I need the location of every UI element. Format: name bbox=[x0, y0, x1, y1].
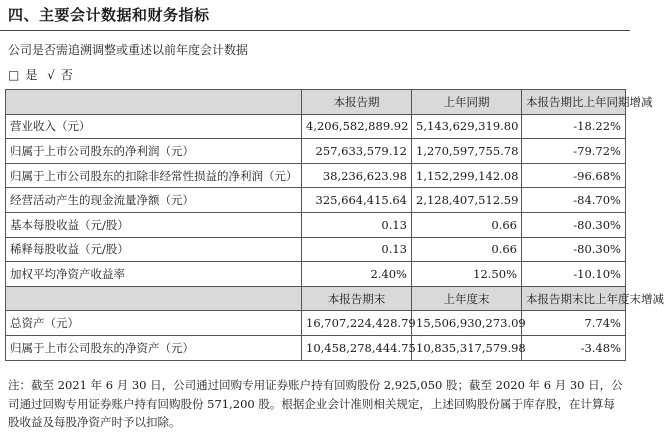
current-period-value: 38,236,623.98 bbox=[302, 163, 412, 188]
current-period-value: 4,206,582,889.92 bbox=[302, 114, 412, 139]
header-cell: 本报告期比上年同期增减 bbox=[522, 90, 626, 115]
table-row bbox=[6, 335, 626, 360]
prior-period-value: 1,270,597,755.78 bbox=[412, 139, 522, 164]
prior-period-value: 1,152,299,142.08 bbox=[412, 163, 522, 188]
footnote: 注：截至 2021 年 6 月 30 日，公司通过回购专用证券账户持有回购股份 2,925,050 股；截至 2020 年 6 月 30 日，公司通过回购专用证券账户持有回购股份 571,200 股。根据企业会计准则相关规定，上述回购股份属于库存股，在计算每股收益及每股净资产时予以扣除。 bbox=[8, 378, 623, 429]
change-percent: -3.48% bbox=[522, 335, 626, 360]
prior-period-value: 0.66 bbox=[412, 212, 522, 237]
check-mark-icon: √ bbox=[47, 68, 55, 82]
restatement-options bbox=[8, 66, 79, 83]
header-cell bbox=[6, 286, 302, 311]
header-cell bbox=[6, 90, 302, 115]
prior-period-value: 12.50% bbox=[412, 262, 522, 287]
period-end-value: 16,707,224,428.79 bbox=[302, 311, 412, 336]
current-period-value: 257,633,579.12 bbox=[302, 139, 412, 164]
option-yes-label: 是 bbox=[25, 68, 38, 82]
row-label: 基本每股收益（元/股） bbox=[6, 212, 302, 237]
header-cell: 上年度末 bbox=[412, 286, 522, 311]
change-percent: -79.72% bbox=[522, 139, 626, 164]
period-end-value: 10,458,278,444.75 bbox=[302, 335, 412, 360]
current-period-value: 0.13 bbox=[302, 237, 412, 262]
row-label: 经营活动产生的现金流量净额（元） bbox=[6, 188, 302, 213]
prior-year-end-value: 15,506,930,273.09 bbox=[412, 311, 522, 336]
table-row bbox=[6, 237, 626, 262]
change-percent: -84.70% bbox=[522, 188, 626, 213]
table-header-row bbox=[6, 90, 626, 115]
row-label: 总资产（元） bbox=[6, 311, 302, 336]
table-row bbox=[6, 188, 626, 213]
section-title: 四、主要会计数据和财务指标 bbox=[8, 6, 210, 24]
change-percent: 7.74% bbox=[522, 311, 626, 336]
change-percent: -96.68% bbox=[522, 163, 626, 188]
prior-period-value: 2,128,407,512.59 bbox=[412, 188, 522, 213]
row-label: 稀释每股收益（元/股） bbox=[6, 237, 302, 262]
table-row bbox=[6, 262, 626, 287]
prior-period-value: 5,143,629,319.80 bbox=[412, 114, 522, 139]
current-period-value: 0.13 bbox=[302, 212, 412, 237]
row-label: 归属于上市公司股东的净资产（元） bbox=[6, 335, 302, 360]
change-percent: -80.30% bbox=[522, 237, 626, 262]
row-label: 营业收入（元） bbox=[6, 114, 302, 139]
financial-indicators-table bbox=[5, 89, 664, 361]
table-row bbox=[6, 139, 626, 164]
header-cell: 本报告期末比上年度末增减 bbox=[522, 286, 626, 311]
change-percent: -80.30% bbox=[522, 212, 626, 237]
prior-year-end-value: 10,835,317,579.98 bbox=[412, 335, 522, 360]
option-no-label: 否 bbox=[60, 68, 73, 82]
table-row bbox=[6, 212, 626, 237]
prior-period-value: 0.66 bbox=[412, 237, 522, 262]
change-percent: -18.22% bbox=[522, 114, 626, 139]
change-percent: -10.10% bbox=[522, 262, 626, 287]
table-row bbox=[6, 114, 626, 139]
row-label: 归属于上市公司股东的扣除非经常性损益的净利润（元） bbox=[6, 163, 302, 188]
title-underline bbox=[0, 30, 630, 31]
table-header-row bbox=[6, 286, 626, 311]
header-cell: 本报告期末 bbox=[302, 286, 412, 311]
row-label: 加权平均净资产收益率 bbox=[6, 262, 302, 287]
row-label: 归属于上市公司股东的净利润（元） bbox=[6, 139, 302, 164]
current-period-value: 2.40% bbox=[302, 262, 412, 287]
table-row bbox=[6, 311, 626, 336]
checkbox-icon[interactable]: □ bbox=[8, 68, 20, 82]
header-cell: 本报告期 bbox=[302, 90, 412, 115]
current-period-value: 325,664,415.64 bbox=[302, 188, 412, 213]
header-cell: 上年同期 bbox=[412, 90, 522, 115]
restatement-question: 公司是否需追溯调整或重述以前年度会计数据 bbox=[8, 43, 249, 57]
table-row bbox=[6, 163, 626, 188]
